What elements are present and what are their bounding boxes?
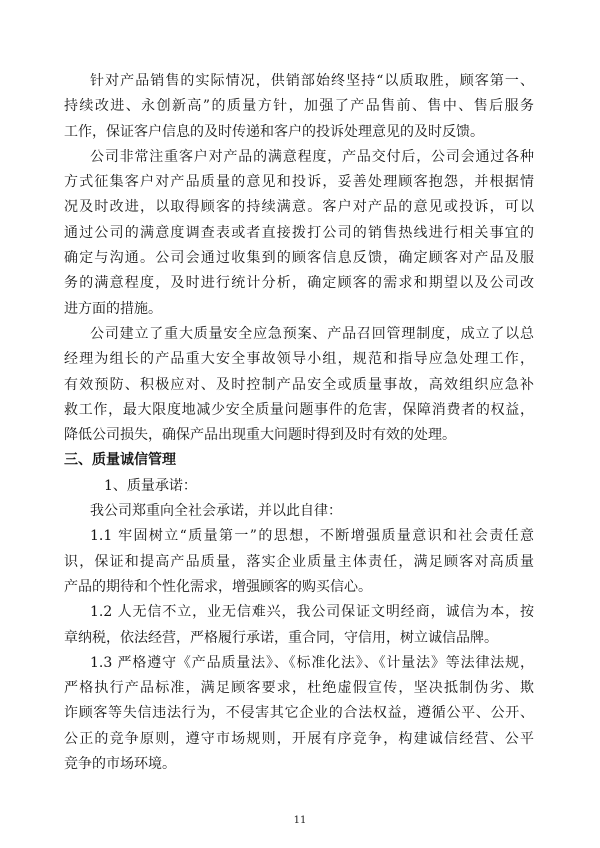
- text-line: 公司建立了重大质量安全应急预案、产品召回管理制度，成立了以总: [90, 325, 534, 342]
- text-line: 工作，保证客户信息的及时传递和客户的投诉处理意见的及时反馈。: [64, 123, 484, 140]
- text-line: 务的满意程度，及时进行统计分析，确定顾客的需求和期望以及公司改: [64, 275, 534, 292]
- text-line: 确定与沟通。公司会通过收集到的顾客信息反馈，确定顾客对产品及服: [64, 250, 534, 267]
- commitment-item-1-3: [64, 651, 534, 777]
- text-line: 针对产品销售的实际情况，供销部始终坚持“以质取胜，顾客第一、: [90, 73, 534, 89]
- text-line: 有效预防、积极应对、及时控制产品安全或质量事故，高效组织应急补: [64, 376, 534, 393]
- text-line: 经理为组长的产品重大安全事故领导小组，规范和指导应急处理工作，: [64, 351, 534, 368]
- text-line: 严格执行产品标准，满足顾客要求，杜绝虚假宣传，坚决抵制伪劣、欺: [64, 680, 534, 697]
- text-line: 公正的竞争原则，遵守市场规则，开展有序竞争，构建诚信经营、公平: [64, 730, 534, 747]
- commitment-item-1-1: [64, 524, 534, 600]
- text-line: 救工作，最大限度地减少安全质量问题事件的危害，保障消费者的权益，: [64, 401, 534, 418]
- text-line: 识，保证和提高产品质量，落实企业质量主体责任，满足顾客对高质量: [64, 553, 534, 570]
- text-line: 降低公司损失，确保产品出现重大问题时得到及时有效的处理。: [64, 427, 456, 444]
- text-line: 1.2 人无信不立，业无信难兴，我公司保证文明经商，诚信为本，按: [90, 604, 534, 621]
- paragraph-customer-satisfaction: [64, 145, 534, 322]
- text-line: 产品的期待和个性化需求，增强顾客的购买信心。: [64, 578, 372, 595]
- paragraph-sales-policy: [64, 69, 534, 145]
- text-line: 竞争的市场环境。: [64, 756, 176, 773]
- page-number: 11: [293, 815, 307, 826]
- commitment-title: 1、质量承诺：: [104, 477, 197, 494]
- commitment-intro: 我公司郑重向全社会承诺，并以此自律：: [90, 503, 342, 520]
- text-line: 1.3 严格遵守《产品质量法》、《标准化法》、《计量法》等法律法规，: [90, 654, 534, 671]
- text-line: 公司非常注重客户对产品的满意程度，产品交付后，公司会通过各种: [90, 148, 534, 165]
- text-line: 章纳税，依法经营，严格履行承诺，重合同，守信用，树立诚信品牌。: [64, 629, 498, 646]
- text-line: 通过公司的满意度调查表或者直接拨打公司的销售热线进行相关事宜的: [64, 224, 534, 241]
- text-line: 进方面的措施。: [64, 300, 162, 317]
- paragraph-emergency-plan: [64, 322, 534, 448]
- text-line: 诈顾客等失信违法行为，不侵害其它企业的合法权益，遵循公平、公开、: [64, 705, 534, 722]
- text-line: 1.1 牢固树立“质量第一”的思想，不断增强质量意识和社会责任意: [90, 528, 534, 545]
- section-heading: 三、质量诚信管理: [64, 452, 176, 469]
- text-line: 持续改进、永创新高”的质量方针，加强了产品售前、售中、售后服务: [64, 98, 534, 115]
- text-column: [64, 69, 534, 777]
- text-line: 方式征集客户对产品质量的意见和投诉，妥善处理顾客抱怨，并根据情: [64, 174, 534, 191]
- commitment-item-1-2: [64, 600, 534, 651]
- text-line: 况及时改进，以取得顾客的持续满意。客户对产品的意见或投诉，可以: [64, 199, 534, 216]
